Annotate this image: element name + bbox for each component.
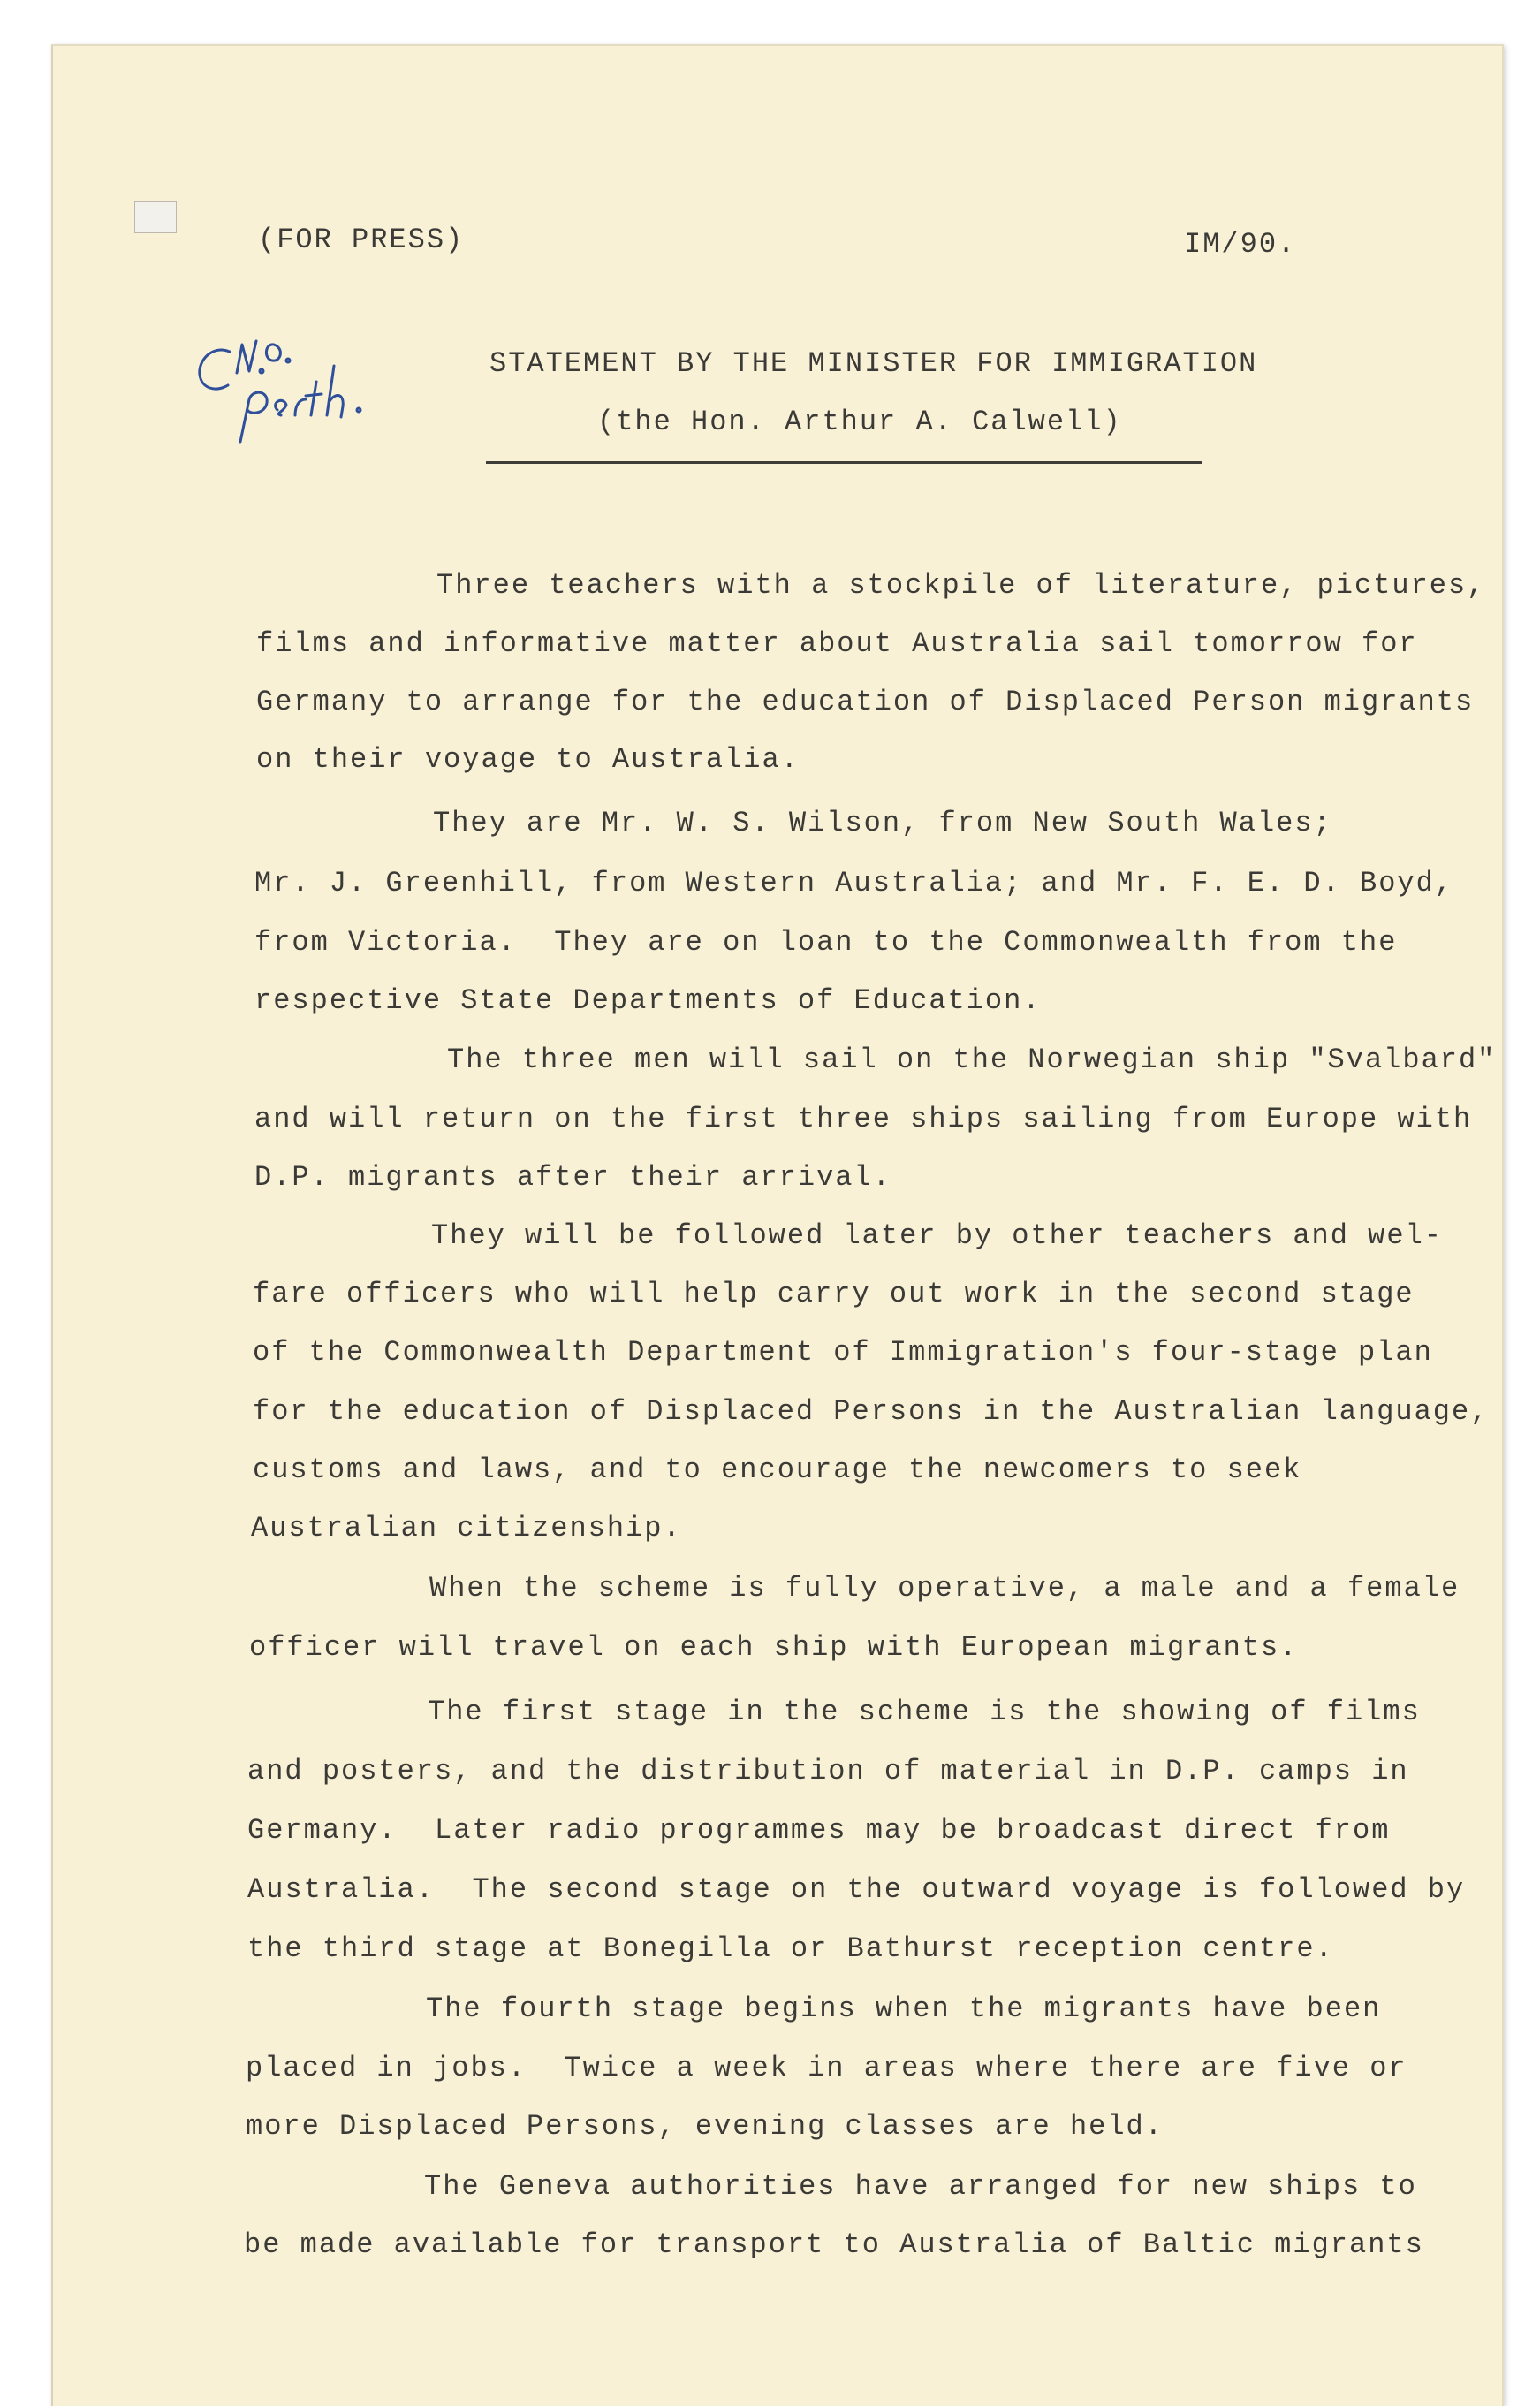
- body-line: Mr. J. Greenhill, from Western Australia; and Mr. F. E. D. Boyd,: [254, 867, 1453, 899]
- title-underline: [486, 461, 1202, 464]
- body-line: fare officers who will help carry out work in the second stage: [253, 1278, 1415, 1310]
- body-line: The fourth stage begins when the migrants have been: [426, 1992, 1382, 2025]
- body-line: respective State Departments of Education.: [254, 984, 1042, 1017]
- body-line: the third stage at Bonegilla or Bathurst reception centre.: [247, 1932, 1334, 1965]
- body-line: The first stage in the scheme is the showing of films: [428, 1696, 1421, 1728]
- body-line: The Geneva authorities have arranged for new ships to: [424, 2170, 1417, 2203]
- body-line: Germany to arrange for the education of Displaced Person migrants: [256, 686, 1475, 718]
- body-line: and posters, and the distribution of material in D.P. camps in: [247, 1755, 1409, 1787]
- body-line: D.P. migrants after their arrival.: [254, 1161, 891, 1194]
- body-line: more Displaced Persons, evening classes are held.: [246, 2110, 1164, 2143]
- body-line: placed in jobs. Twice a week in areas where there are five or: [246, 2052, 1407, 2084]
- handwritten-annotation: [186, 318, 424, 451]
- body-line: films and informative matter about Australia sail tomorrow for: [256, 627, 1418, 660]
- body-line: be made available for transport to Australia of Baltic migrants: [244, 2228, 1424, 2261]
- body-line: They are Mr. W. S. Wilson, from New South Wales;: [433, 807, 1332, 839]
- body-line: and will return on the first three ships sailing from Europe with: [254, 1103, 1473, 1135]
- body-line: officer will travel on each ship with European migrants.: [249, 1631, 1299, 1664]
- body-line: Australian citizenship.: [251, 1512, 682, 1545]
- body-line: Three teachers with a stockpile of literature, pictures,: [436, 569, 1486, 602]
- statement-title: STATEMENT BY THE MINISTER FOR IMMIGRATION: [489, 347, 1258, 380]
- body-line: They will be followed later by other teachers and wel-: [431, 1219, 1443, 1252]
- body-line: customs and laws, and to encourage the newcomers to seek: [253, 1453, 1302, 1486]
- body-line: for the education of Displaced Persons in the Australian language,: [253, 1395, 1490, 1428]
- paper-clip-mark: [134, 201, 177, 233]
- for-press-label: (FOR PRESS): [258, 224, 465, 256]
- reference-number: IM/90.: [1184, 228, 1297, 261]
- body-line: Australia. The second stage on the outward voyage is followed by: [247, 1873, 1466, 1906]
- body-line: of the Commonwealth Department of Immigration's four-stage plan: [253, 1336, 1433, 1369]
- body-line: When the scheme is fully operative, a male and a female: [429, 1572, 1460, 1605]
- statement-subtitle: (the Hon. Arthur A. Calwell): [597, 406, 1122, 438]
- body-line: on their voyage to Australia.: [256, 743, 800, 776]
- body-line: Germany. Later radio programmes may be broadcast direct from: [247, 1814, 1391, 1847]
- body-line: The three men will sail on the Norwegian ship "Svalbard": [447, 1044, 1497, 1076]
- body-line: from Victoria. They are on loan to the Commonwealth from the: [254, 926, 1398, 959]
